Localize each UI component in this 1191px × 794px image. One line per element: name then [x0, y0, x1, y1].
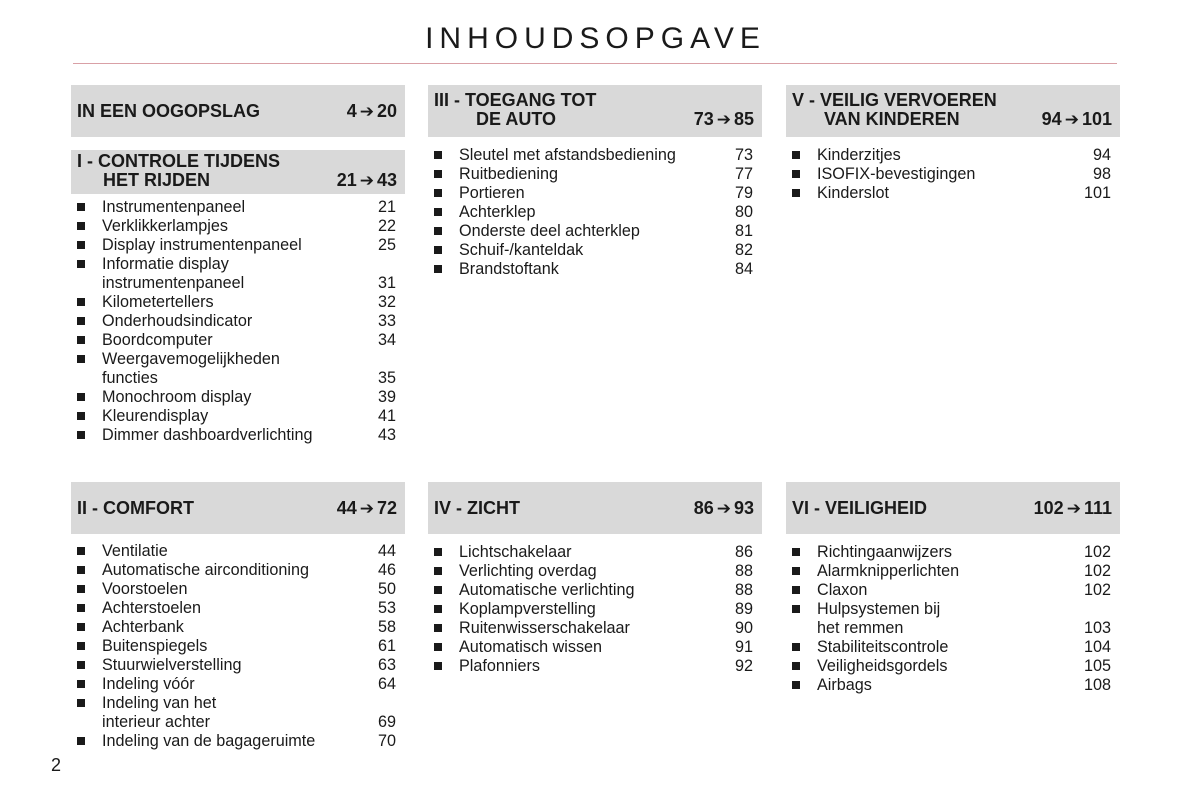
toc-item[interactable]	[71, 732, 396, 751]
section-title-line2: HET RIJDEN	[103, 170, 211, 190]
square-bullet-icon	[792, 662, 800, 670]
toc-item-page: 69	[377, 713, 396, 731]
toc-item-label: Hulpsystemen bij het remmen	[817, 600, 941, 637]
toc-item-page: 41	[377, 407, 396, 425]
toc-item[interactable]	[71, 350, 396, 388]
toc-item-page: 102	[1083, 581, 1111, 599]
toc-item-page: 98	[1092, 165, 1111, 183]
toc-item-label: Kinderslot	[817, 184, 889, 202]
toc-item-page: 92	[734, 657, 753, 675]
toc-item-page: 81	[734, 222, 753, 240]
toc-item[interactable]	[71, 561, 396, 580]
toc-item[interactable]	[71, 331, 396, 350]
square-bullet-icon	[77, 298, 85, 306]
section-3-list	[428, 146, 762, 279]
section-3	[428, 85, 762, 279]
square-bullet-icon	[434, 605, 442, 613]
square-bullet-icon	[434, 151, 442, 159]
section-title-line2: VAN KINDEREN	[824, 109, 960, 129]
toc-item-page: 105	[1083, 657, 1111, 675]
square-bullet-icon	[77, 585, 85, 593]
toc-item-label: Airbags	[817, 676, 872, 694]
toc-item[interactable]	[428, 203, 753, 222]
square-bullet-icon	[434, 624, 442, 632]
toc-item-label: Achterstoelen	[102, 599, 201, 617]
square-bullet-icon	[434, 548, 442, 556]
section-4-list	[428, 543, 762, 676]
toc-item-page: 44	[377, 542, 396, 560]
section-title: VI - VEILIGHEID	[792, 497, 928, 518]
toc-item[interactable]	[786, 184, 1111, 203]
section-title-line1: V - VEILIG VERVOEREN	[792, 90, 997, 110]
toc-item[interactable]	[71, 388, 396, 407]
toc-item[interactable]	[428, 165, 753, 184]
toc-item[interactable]	[71, 675, 396, 694]
toc-item[interactable]	[71, 694, 396, 732]
toc-item[interactable]	[786, 657, 1111, 676]
toc-item-label: Automatische verlichting	[459, 581, 635, 599]
square-bullet-icon	[792, 548, 800, 556]
square-bullet-icon	[77, 412, 85, 420]
toc-item[interactable]	[71, 407, 396, 426]
toc-item[interactable]	[786, 676, 1111, 695]
toc-item-page: 61	[377, 637, 396, 655]
section-title: IV - ZICHT	[434, 497, 520, 518]
toc-item-label: Achterbank	[102, 618, 184, 636]
square-bullet-icon	[792, 586, 800, 594]
toc-item[interactable]	[786, 562, 1111, 581]
toc-item[interactable]	[786, 600, 1111, 638]
toc-item-label: Onderste deel achterklep	[459, 222, 640, 240]
toc-item[interactable]	[428, 543, 753, 562]
toc-item-page: 80	[734, 203, 753, 221]
toc-item-label: Automatisch wissen	[459, 638, 603, 656]
toc-item-label: Koplampverstelling	[459, 600, 596, 618]
toc-item-page: 25	[377, 236, 396, 254]
toc-item[interactable]	[428, 562, 753, 581]
square-bullet-icon	[77, 260, 85, 268]
toc-item-label: Dimmer dashboardverlichting	[102, 426, 313, 444]
square-bullet-icon	[77, 604, 85, 612]
toc-item-label: ISOFIX-bevestigingen	[817, 165, 976, 183]
arrow-right-icon: ➔	[359, 171, 374, 190]
toc-item-page: 39	[377, 388, 396, 406]
toc-item-label: Kinderzitjes	[817, 146, 901, 164]
toc-item[interactable]	[71, 542, 396, 561]
section-title-line2: DE AUTO	[476, 109, 557, 129]
toc-item-label: Kleurendisplay	[102, 407, 209, 425]
toc-item-label: Stuurwielverstelling	[102, 656, 242, 674]
toc-item-page: 102	[1083, 543, 1111, 561]
square-bullet-icon	[434, 208, 442, 216]
page-range: 4 ➔ 20	[346, 100, 397, 121]
toc-item[interactable]	[428, 222, 753, 241]
section-1-list	[71, 198, 405, 445]
toc-item-page: 58	[377, 618, 396, 636]
toc-item[interactable]	[428, 638, 753, 657]
toc-item[interactable]	[428, 581, 753, 600]
section-6-header[interactable]	[786, 482, 1120, 534]
toc-item[interactable]	[786, 581, 1111, 600]
toc-item-label: Indeling van het interieur achter	[102, 694, 217, 731]
toc-item[interactable]	[71, 255, 396, 293]
square-bullet-icon	[792, 189, 800, 197]
toc-item[interactable]	[786, 146, 1111, 165]
toc-item-label: Voorstoelen	[102, 580, 188, 598]
toc-item-label: Kilometertellers	[102, 293, 214, 311]
square-bullet-icon	[77, 680, 85, 688]
arrow-right-icon: ➔	[359, 101, 374, 121]
toc-item-label: Instrumentenpaneel	[102, 198, 246, 216]
toc-item-page: 35	[377, 369, 396, 387]
toc-item-label: Ruitbediening	[459, 165, 558, 183]
toc-item-label: Onderhoudsindicator	[102, 312, 253, 330]
square-bullet-icon	[434, 662, 442, 670]
toc-item-page: 63	[377, 656, 396, 674]
toc-item-label: Ventilatie	[102, 542, 168, 560]
toc-item-label: Display instrumentenpaneel	[102, 236, 302, 254]
toc-item[interactable]	[71, 198, 396, 217]
toc-item-label: Portieren	[459, 184, 525, 202]
toc-item[interactable]	[71, 236, 396, 255]
toc-item-page: 53	[377, 599, 396, 617]
toc-item[interactable]	[71, 426, 396, 445]
section-overview	[71, 85, 405, 137]
toc-item-label: Alarmknipperlichten	[817, 562, 960, 580]
section-5	[786, 85, 1120, 203]
toc-item-label: Automatische airconditioning	[102, 561, 309, 579]
toc-item[interactable]	[428, 619, 753, 638]
arrow-right-icon: ➔	[1066, 498, 1081, 518]
toc-item-page: 108	[1083, 676, 1111, 694]
toc-item-label: Achterklep	[459, 203, 536, 221]
toc-item[interactable]	[428, 184, 753, 203]
toc-item-label: Lichtschakelaar	[459, 543, 572, 561]
square-bullet-icon	[792, 681, 800, 689]
section-title-line1: I - CONTROLE TIJDENS	[77, 151, 281, 171]
toc-item-label: Boordcomputer	[102, 331, 213, 349]
square-bullet-icon	[792, 643, 800, 651]
section-5-header[interactable]	[786, 85, 1120, 137]
toc-item-label: Verklikkerlampjes	[102, 217, 228, 235]
section-5-list	[786, 146, 1120, 203]
toc-item-label: Indeling vóór	[102, 675, 195, 693]
toc-item[interactable]	[71, 599, 396, 618]
arrow-right-icon: ➔	[716, 498, 731, 518]
toc-item-label: Sleutel met afstandsbediening	[459, 146, 676, 164]
section-1	[71, 150, 405, 445]
toc-item[interactable]	[428, 657, 753, 676]
page-number: 2	[51, 755, 62, 775]
square-bullet-icon	[77, 737, 85, 745]
square-bullet-icon	[434, 567, 442, 575]
page-range: 44 ➔ 72	[336, 497, 397, 518]
page-title: INHOUDSOPGAVE	[425, 22, 766, 55]
square-bullet-icon	[77, 566, 85, 574]
square-bullet-icon	[77, 317, 85, 325]
toc-item-label: Stabiliteitscontrole	[817, 638, 949, 656]
toc-item-page: 82	[734, 241, 753, 259]
section-title-line1: III - TOEGANG TOT	[434, 90, 597, 110]
square-bullet-icon	[77, 547, 85, 555]
toc-item[interactable]	[428, 600, 753, 619]
section-title: II - COMFORT	[77, 497, 194, 518]
toc-item[interactable]	[71, 618, 396, 637]
square-bullet-icon	[77, 642, 85, 650]
toc-item-page: 101	[1083, 184, 1111, 202]
toc-item[interactable]	[71, 580, 396, 599]
square-bullet-icon	[77, 623, 85, 631]
toc-item-page: 31	[377, 274, 396, 292]
square-bullet-icon	[434, 246, 442, 254]
section-6-list	[786, 543, 1120, 695]
toc-item-page: 103	[1083, 619, 1111, 637]
section-4-header[interactable]	[428, 482, 762, 534]
toc-item-page: 84	[734, 260, 753, 278]
square-bullet-icon	[77, 661, 85, 669]
square-bullet-icon	[434, 189, 442, 197]
square-bullet-icon	[77, 393, 85, 401]
toc-item-page: 79	[734, 184, 753, 202]
section-1-header[interactable]	[71, 150, 405, 194]
toc-item-label: Indeling van de bagageruimte	[102, 732, 316, 750]
toc-item-label: Brandstoftank	[459, 260, 559, 278]
toc-item[interactable]	[71, 293, 396, 312]
toc-item[interactable]	[786, 165, 1111, 184]
section-title: IN EEN OOGOPSLAG	[77, 100, 261, 121]
section-overview-header[interactable]	[71, 85, 405, 137]
square-bullet-icon	[434, 227, 442, 235]
toc-item-page: 22	[377, 217, 396, 235]
toc-item-page: 88	[734, 581, 753, 599]
square-bullet-icon	[77, 355, 85, 363]
toc-item-label: Monochroom display	[102, 388, 252, 406]
toc-item-page: 73	[734, 146, 753, 164]
page-range: 94 ➔ 101	[1041, 109, 1112, 129]
section-2-list	[71, 542, 405, 751]
square-bullet-icon	[434, 170, 442, 178]
toc-item-page: 94	[1092, 146, 1111, 164]
toc-item-page: 32	[377, 293, 396, 311]
toc-item[interactable]	[428, 260, 753, 279]
toc-item[interactable]	[71, 637, 396, 656]
toc-item-label: Informatie display instrumentenpaneel	[102, 255, 245, 292]
toc-item-page: 88	[734, 562, 753, 580]
toc-item[interactable]	[71, 656, 396, 675]
toc-item-page: 86	[734, 543, 753, 561]
toc-item-page: 89	[734, 600, 753, 618]
square-bullet-icon	[77, 241, 85, 249]
title-divider	[73, 63, 1117, 64]
square-bullet-icon	[792, 170, 800, 178]
toc-item-label: Verlichting overdag	[459, 562, 597, 580]
section-2-header[interactable]	[71, 482, 405, 534]
square-bullet-icon	[77, 222, 85, 230]
toc-item[interactable]	[71, 217, 396, 236]
toc-item[interactable]	[428, 146, 753, 165]
toc-item-page: 102	[1083, 562, 1111, 580]
toc-item-page: 21	[377, 198, 396, 216]
toc-item-label: Ruitenwisserschakelaar	[459, 619, 630, 637]
square-bullet-icon	[792, 151, 800, 159]
section-6	[786, 482, 1120, 695]
toc-item[interactable]	[786, 638, 1111, 657]
square-bullet-icon	[434, 586, 442, 594]
toc-item-page: 46	[377, 561, 396, 579]
toc-item-label: Buitenspiegels	[102, 637, 208, 655]
square-bullet-icon	[77, 336, 85, 344]
toc-item[interactable]	[428, 241, 753, 260]
arrow-right-icon: ➔	[1064, 110, 1079, 129]
toc-item-label: Schuif-/kanteldak	[459, 241, 584, 259]
toc-item-page: 33	[377, 312, 396, 330]
toc-item-page: 104	[1083, 638, 1111, 656]
section-2	[71, 482, 405, 751]
section-3-header[interactable]	[428, 85, 762, 137]
toc-item[interactable]	[71, 312, 396, 331]
toc-item[interactable]	[786, 543, 1111, 562]
page-range: 73 ➔ 85	[693, 109, 754, 129]
toc-item-page: 91	[734, 638, 753, 656]
page-range: 86 ➔ 93	[693, 497, 754, 518]
toc-item-page: 50	[377, 580, 396, 598]
toc-item-label: Plafonniers	[459, 657, 540, 675]
square-bullet-icon	[792, 605, 800, 613]
square-bullet-icon	[77, 699, 85, 707]
square-bullet-icon	[77, 431, 85, 439]
toc-item-label: Weergavemogelijkheden functies	[102, 350, 280, 387]
page-range: 21 ➔ 43	[336, 170, 397, 190]
toc-item-page: 77	[734, 165, 753, 183]
square-bullet-icon	[792, 567, 800, 575]
toc-item-page: 64	[377, 675, 396, 693]
toc-item-label: Richtingaanwijzers	[817, 543, 952, 561]
toc-item-page: 90	[734, 619, 753, 637]
toc-item-page: 34	[377, 331, 396, 349]
square-bullet-icon	[77, 203, 85, 211]
arrow-right-icon: ➔	[359, 498, 374, 518]
arrow-right-icon: ➔	[716, 110, 731, 129]
square-bullet-icon	[434, 265, 442, 273]
section-4	[428, 482, 762, 676]
toc-item-page: 43	[377, 426, 396, 444]
square-bullet-icon	[434, 643, 442, 651]
toc-item-page: 70	[377, 732, 396, 750]
toc-item-label: Claxon	[817, 581, 868, 599]
page-range: 102 ➔ 111	[1033, 497, 1112, 518]
toc-item-label: Veiligheidsgordels	[817, 657, 948, 675]
